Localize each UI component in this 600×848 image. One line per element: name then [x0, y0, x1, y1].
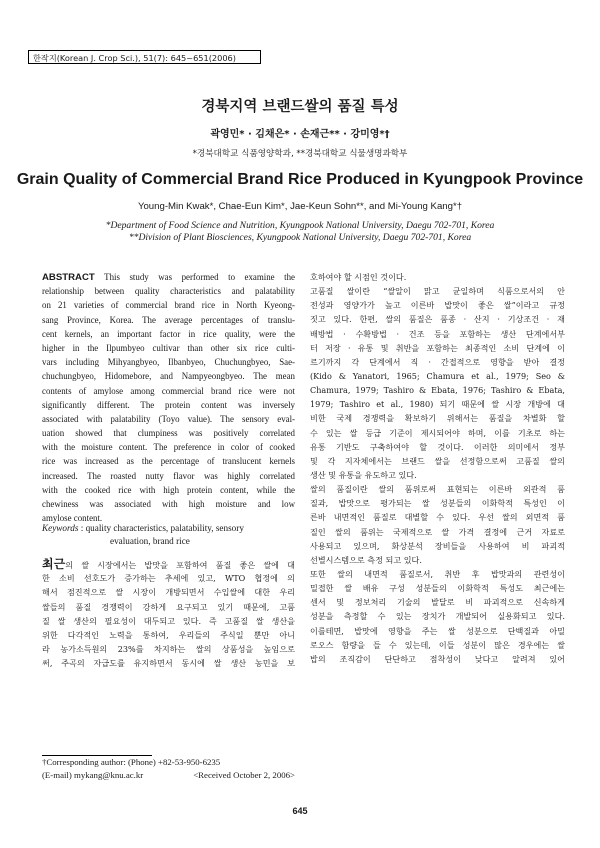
intro-right-line: Chamura, 1979; Tashiro & Ebata, 1976; Tashiro & Ebata, — [310, 385, 565, 396]
intro-right-line: 터 저장 · 유통 및 취반을 포함하는 최종적인 소비 단계에 이 — [310, 342, 565, 353]
abstract-line: chuchungbyeo, Hidomebore, and Nampyeongbyeo. The mean — [42, 371, 295, 382]
english-affiliation-1: *Department of Food Science and Nutrition, Kyungpook National University, Daegu 702-701, Korea — [105, 220, 495, 231]
intro-right-line: 센서 및 정보처리 기술의 발달로 비 파괴적으로 신속하게 — [310, 597, 565, 608]
abstract-line: relationship between quality characteristics and palatability — [42, 286, 295, 297]
intro-right-line: 호하여야 할 시점인 것이다. — [310, 272, 407, 282]
abstract-line: with the cooked rice with high protein content, while the — [42, 484, 295, 495]
keywords-label: Keywords — [42, 523, 79, 533]
keywords-line-2: evaluation, brand rice — [110, 536, 190, 546]
intro-right-line: 사용되고 있으며, 화상분석 장비들을 사용하여 비 파괴적 — [310, 540, 565, 551]
introduction-right — [310, 270, 565, 666]
english-authors: Young-Min Kwak*, Chae-Eun Kim*, Jae-Keun Sohn**, and Mi-Young Kang*† — [137, 201, 463, 212]
footnote-received: <Received October 2, 2006> — [193, 770, 295, 780]
intro-right-line: 수 있는 쌀 등급 기준이 제시되어야 하며, 이를 기초로 하는 — [310, 427, 565, 438]
abstract-line: with the moisture content. The preference in color of cooked — [42, 442, 295, 453]
intro-right-line: 로오스 함량을 들 수 있는데, 이들 성분이 많은 경우에는 쌀 — [310, 639, 565, 650]
intro-right-line: 비한 국제 경쟁력을 확보하기 위해서는 품질을 차별화 할 — [310, 413, 565, 424]
abstract — [42, 270, 295, 525]
intro-line: 쌀들의 품질 경쟁력이 강하게 요구되고 있기 때문에, 고품 — [42, 601, 295, 612]
abstract-line — [42, 270, 295, 284]
abstract-line: rice was increased as the percentage of translucent kernels — [42, 456, 295, 467]
intro-right-line: 또한 쌀의 내면적 품질로서, 취반 후 밥맛과의 관련성이 — [310, 568, 565, 579]
intro-line: 라 농가소득원의 23%를 차지하는 쌀의 상품성을 높임으로 — [42, 644, 295, 655]
korean-authors: 곽영민* · 김채은* · 손재근** · 강미영*† — [210, 129, 390, 140]
abstract-line: vars including Mihyangbyeo, Ilbanbyeo, Chuchungbyeo, Sae- — [42, 357, 295, 368]
intro-right-line: 배방법 · 수확방법 · 건조 등을 포함하는 생산 단계에서부 — [310, 328, 565, 339]
abstract-line-text: This study was performed to examine the — [94, 272, 295, 282]
intro-right-line: 전성과 영양가가 높고 이른바 밥맛이 좋은 쌀”이라고 규정 — [310, 300, 565, 311]
abstract-line: significantly different. The protein content was inversely — [42, 399, 295, 410]
abstract-line: chewiness was associated with high moisture and low — [42, 499, 295, 509]
intro-right-line: 밀접한 쌀 배유 구성 성분들의 이화학적 특성도 최근에는 — [310, 583, 565, 594]
english-affiliation-2: **Division of Plant Biosciences, Kyungpook National University, Daegu 702-701, Korea — [128, 232, 472, 243]
page-number: 645 — [292, 806, 308, 816]
abstract-line: on 21 varieties of commercial brand rice in North Kyeong- — [42, 300, 295, 311]
dropcap: 최근 — [42, 557, 66, 571]
introduction-left — [42, 557, 295, 671]
intro-line: 써, 주곡의 자급도를 유지하면서 동시에 쌀 생산 농민을 보 — [42, 658, 295, 669]
abstract-label: ABSTRACT — [42, 272, 95, 283]
journal-citation: 한작지(Korean J. Crop Sci.), 51(7): 645~651(2006) — [28, 50, 261, 64]
intro-right-line: 1979; Tashiro et al., 1980) 되기 때문에 쌀 시장 개방에 대 — [310, 399, 565, 410]
abstract-line: amylose content. — [42, 513, 103, 524]
abstract-line: higher in the Ilpumbyeo cultivar than other six rice culti- — [42, 342, 295, 353]
abstract-line: associated with palatability (Toyo value). The sensory eval- — [42, 413, 295, 424]
intro-line: 위한 다각적인 노력을 통하여, 우리들의 주식일 뿐만 아니 — [42, 629, 295, 640]
abstract-line: increased. The roasted nutty flavor was highly correlated — [42, 470, 295, 481]
intro-right-line: 른바 내면적인 품질로 대별할 수 있다. 우선 쌀의 외면적 품 — [310, 512, 565, 523]
intro-right-line: 및 각 지자체에서는 브랜드 쌀을 선정함으로써 고품질 쌀의 — [310, 455, 565, 466]
intro-right-line: 짓고 있다. 한편, 쌀의 품질은 품종 · 산지 · 기상조건 · 재 — [310, 314, 565, 325]
intro-right-line: 성분을 측정할 수 있는 장치가 개발되어 실용화되고 있다. — [310, 611, 565, 622]
intro-right-line: 선별시스템으로 측정 되고 있다. — [310, 554, 422, 565]
english-title: Grain Quality of Commercial Brand Rice Produced in Kyungpook Province — [16, 171, 584, 188]
keywords-line-1: : quality characteristics, palatability, sensory — [80, 523, 244, 533]
abstract-line: sang Province, Korea. The average percentages of translu- — [42, 314, 295, 325]
intro-right-line: 질과, 밥맛으로 평가되는 쌀 성분들의 이화학적 특성인 이 — [310, 498, 565, 509]
intro-right-line: 고품질 쌀이란 “쌀알이 맑고 균일하며 식품으로서의 안 — [310, 286, 565, 297]
intro-right-line: 이를테면, 밥맛에 영향을 주는 쌀 성분으로 단백질과 아밀 — [310, 625, 565, 636]
footnote-email: (E-mail) mykang@knu.ac.kr — [42, 770, 144, 780]
intro-line-text: 의 쌀 시장에서는 밥맛을 포함하여 품질 좋은 쌀에 대 — [65, 560, 295, 570]
abstract-line: uation showed that clumpiness was positively correlated — [42, 428, 295, 439]
abstract-line: cent kernels, an important factor in rice quality, were the — [42, 328, 295, 339]
intro-right-line: 유통 기반도 구축하여야 할 것이다. 이러한 의미에서 정부 — [310, 441, 565, 452]
footnote-corresponding: †Corresponding author: (Phone) +82-53-950-6235 — [42, 757, 221, 767]
footnote-email-received — [42, 770, 295, 780]
intro-right-line: 쌀의 품질이란 쌀의 품위로써 표현되는 이른바 외관적 품 — [310, 484, 565, 495]
intro-right-line: 르기까지 각 단계에서 직 · 간접적으로 영향을 받아 결정 — [310, 356, 565, 367]
intro-right-line: (Kido & Yanatori, 1965; Chamura et al., 1979; Seo & — [310, 370, 565, 381]
korean-title: 경북지역 브랜드쌀의 품질 특성 — [201, 99, 399, 115]
korean-affiliations: *경북대학교 식품영양학과, **경북대학교 식물생명과학부 — [192, 149, 408, 159]
keywords — [42, 522, 295, 548]
intro-right-line: 질인 쌀의 품위는 국제적으로 쌀 가격 결정에 근거 자료로 — [310, 526, 565, 537]
intro-line: 해서 점진적으로 쌀 시장이 개방되면서 수입쌀에 대한 우리 — [42, 587, 295, 598]
intro-right-line: 밥의 조직감이 단단하고 점착성이 낮다고 알려져 있어 — [310, 653, 565, 664]
abstract-line: contents of amylose among commercial brand rice were not — [42, 385, 295, 396]
intro-line: 질 쌀 생산의 필요성이 대두되고 있다. 즉 고품질 쌀 생산을 — [42, 615, 295, 626]
intro-line — [42, 557, 295, 571]
intro-right-line: 생산 및 유통을 유도하고 있다. — [310, 469, 417, 480]
intro-line: 한 소비 선호도가 증가하는 추세에 있고, WTO 협정에 의 — [42, 573, 295, 584]
footnote-rule — [42, 755, 152, 756]
